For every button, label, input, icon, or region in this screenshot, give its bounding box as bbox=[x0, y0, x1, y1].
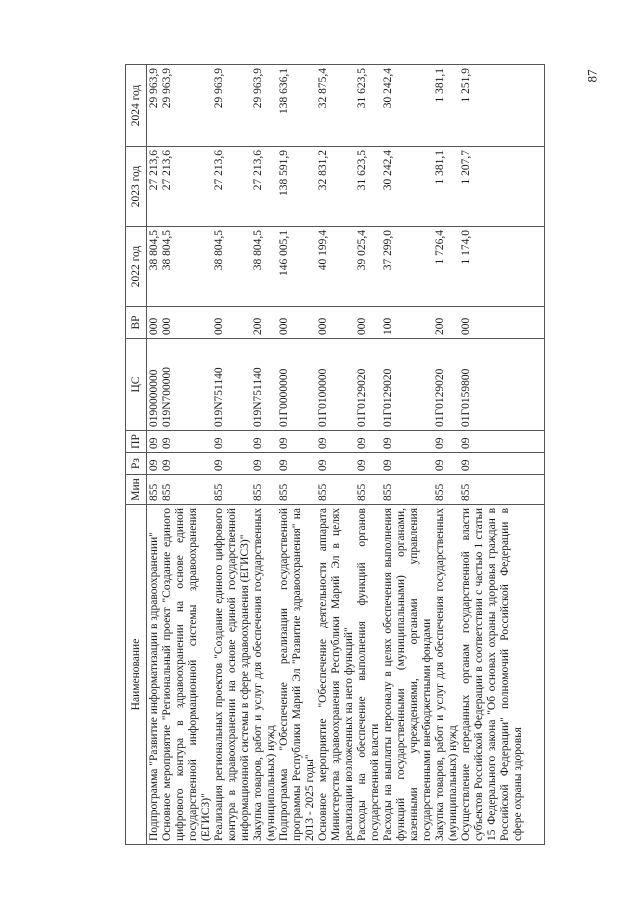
table-cell-name: Осуществление переданных органам государственной власти субъектов Российской Федерации в соответствии с частью 1 статьи 15 Федерального закона "Об основах охраны здоровья граждан в Российской Федерации" полномочий Российской Федерации в сфере охраны здоровья bbox=[460, 508, 524, 841]
header-rz: Рз bbox=[126, 453, 147, 475]
table-cell-y2023: 1 207,7 bbox=[460, 150, 472, 185]
table-cell-min: 855 bbox=[382, 483, 394, 501]
table-cell-y2023: 138 591,9 bbox=[278, 150, 290, 196]
table-cell-y2024: 1 381,1 bbox=[434, 68, 446, 103]
table-cell-pr: 09 bbox=[434, 437, 446, 449]
table-cell-cs: 01Г0129020 bbox=[356, 368, 368, 427]
table-cell-rz: 09 bbox=[317, 459, 329, 471]
table-cell-vr: 000 bbox=[161, 317, 173, 335]
table-cell-pr: 09 bbox=[148, 437, 160, 449]
table-cell-y2022: 39 025,4 bbox=[356, 230, 368, 271]
table-cell-pr: 09 bbox=[356, 437, 368, 449]
table-cell-name: Основное мероприятие "Региональный проект "Создание единого цифрового контура в здравоохранении на основе единой государственной информационной системы здравоохранения (ЕГИСЗ)" bbox=[161, 508, 212, 841]
header-2024: 2024 год bbox=[126, 65, 147, 147]
table-cell-rz: 09 bbox=[434, 459, 446, 471]
table-cell-y2023: 27 213,6 bbox=[252, 150, 264, 191]
table-cell-vr: 100 bbox=[382, 317, 394, 335]
table-cell-min: 855 bbox=[317, 483, 329, 501]
table-cell-rz: 09 bbox=[278, 459, 290, 471]
table-cell-name: Закупка товаров, работ и услуг для обеспечения государственных (муниципальных) нужд bbox=[434, 508, 459, 841]
table-cell-min: 855 bbox=[148, 483, 160, 501]
page-number: 87 bbox=[584, 69, 600, 83]
table-header-row bbox=[126, 65, 147, 845]
table-cell-name: Реализация региональных проектов "Создание единого цифрового контура в здравоохранении на основе единой государственной информационной системы в сфере здравоохранения (ЕГИСЗ)" bbox=[213, 508, 251, 841]
table-cell-cs: 019N751140 bbox=[252, 367, 264, 427]
table-cell-pr: 09 bbox=[213, 437, 225, 449]
table-cell-min: 855 bbox=[278, 483, 290, 501]
table-cell-y2022: 1 174,0 bbox=[460, 230, 472, 265]
table-cell-pr: 09 bbox=[460, 437, 472, 449]
table-body-row bbox=[147, 65, 545, 845]
col-2022 bbox=[147, 227, 545, 307]
table-cell-cs: 01Г0000000 bbox=[278, 368, 290, 427]
table-cell-y2024: 30 242,4 bbox=[382, 68, 394, 109]
table-cell-vr: 000 bbox=[213, 317, 225, 335]
table-cell-min: 855 bbox=[460, 483, 472, 501]
table-cell-cs: 01Г0129020 bbox=[434, 368, 446, 427]
table-cell-rz: 09 bbox=[382, 459, 394, 471]
table-cell-vr: 000 bbox=[148, 317, 160, 335]
table-cell-y2023: 30 242,4 bbox=[382, 150, 394, 191]
header-min: Мин bbox=[126, 475, 147, 505]
table-cell-rz: 09 bbox=[356, 459, 368, 471]
rotated-table-container bbox=[125, 65, 555, 845]
table-cell-y2023: 1 381,1 bbox=[434, 150, 446, 185]
table-cell-y2022: 40 199,4 bbox=[317, 230, 329, 271]
table-cell-rz: 09 bbox=[161, 459, 173, 471]
col-vr bbox=[147, 307, 545, 339]
col-rz bbox=[147, 453, 545, 475]
table-cell-y2022: 38 804,5 bbox=[148, 230, 160, 271]
table-cell-name: Подпрограмма "Обеспечение реализации государственной программы Республики Марий Эл "Развитие здравоохранения" на 2013 - 2025 годы" bbox=[278, 508, 316, 841]
col-2023 bbox=[147, 147, 545, 227]
table-cell-cs: 01Г0100000 bbox=[317, 368, 329, 427]
table-cell-y2024: 1 251,9 bbox=[460, 68, 472, 103]
table-cell-y2024: 32 875,4 bbox=[317, 68, 329, 109]
table-cell-name: Расходы на обеспечение выполнения функций органов государственной власти bbox=[356, 508, 381, 841]
table-cell-y2023: 27 213,6 bbox=[161, 150, 173, 191]
table-cell-y2022: 146 005,1 bbox=[278, 230, 290, 276]
col-min bbox=[147, 475, 545, 505]
table-cell-y2022: 1 726,4 bbox=[434, 230, 446, 265]
table-cell-pr: 09 bbox=[317, 437, 329, 449]
table-cell-min: 855 bbox=[434, 483, 446, 501]
table-cell-name: Закупка товаров, работ и услуг для обеспечения государственных (муниципальных) нужд bbox=[252, 508, 277, 841]
table-cell-y2022: 37 299,0 bbox=[382, 230, 394, 271]
table-cell-vr: 000 bbox=[317, 317, 329, 335]
header-name: Наименование bbox=[126, 505, 147, 845]
table-cell-name: Подпрограмма "Развитие информатизации в здравоохранении" bbox=[148, 532, 160, 841]
table-cell-y2022: 38 804,5 bbox=[252, 230, 264, 271]
header-pr: ПР bbox=[126, 431, 147, 453]
table-cell-min: 855 bbox=[161, 483, 173, 501]
table-cell-y2024: 29 963,9 bbox=[148, 68, 160, 109]
table-cell-vr: 200 bbox=[252, 317, 264, 335]
col-name bbox=[147, 505, 545, 845]
table-cell-min: 855 bbox=[213, 483, 225, 501]
table-cell-y2022: 38 804,5 bbox=[161, 230, 173, 271]
table-cell-y2023: 32 831,2 bbox=[317, 150, 329, 191]
table-cell-vr: 000 bbox=[460, 317, 472, 335]
table-cell-y2024: 29 963,9 bbox=[252, 68, 264, 109]
table-cell-y2023: 27 213,6 bbox=[148, 150, 160, 191]
table-cell-cs: 019N751140 bbox=[213, 367, 225, 427]
header-vr: ВР bbox=[126, 307, 147, 339]
table-cell-rz: 09 bbox=[252, 459, 264, 471]
table-cell-cs: 0190000000 bbox=[148, 369, 160, 427]
header-2022: 2022 год bbox=[126, 227, 147, 307]
table-cell-rz: 09 bbox=[148, 459, 160, 471]
table-cell-min: 855 bbox=[356, 483, 368, 501]
table-cell-pr: 09 bbox=[252, 437, 264, 449]
table-cell-y2023: 27 213,6 bbox=[213, 150, 225, 191]
table-cell-y2024: 29 963,9 bbox=[213, 68, 225, 109]
table-cell-vr: 000 bbox=[356, 317, 368, 335]
table-cell-y2023: 31 623,5 bbox=[356, 150, 368, 191]
header-cs: ЦС bbox=[126, 339, 147, 431]
col-2024 bbox=[147, 65, 545, 147]
table-cell-rz: 09 bbox=[213, 459, 225, 471]
table-cell-vr: 200 bbox=[434, 317, 446, 335]
table-cell-y2024: 31 623,5 bbox=[356, 68, 368, 109]
table-cell-y2022: 38 804,5 bbox=[213, 230, 225, 271]
table-cell-name: Основное мероприятие "Обеспечение деятельности аппарата Министерства здравоохранения Республики Марий Эл в целях реализации возложенных на него функций" bbox=[317, 508, 355, 841]
table-cell-min: 855 bbox=[252, 483, 264, 501]
table-cell-pr: 09 bbox=[161, 437, 173, 449]
table-cell-y2024: 29 963,9 bbox=[161, 68, 173, 109]
table-cell-name: Расходы на выплаты персоналу в целях обеспечения выполнения функций государственными (муниципальными) органами, казенными учреждениями, органами управления государственными внебюджетными фондами bbox=[382, 508, 433, 841]
budget-table bbox=[125, 64, 545, 845]
col-pr bbox=[147, 431, 545, 453]
table-cell-cs: 01Г0129020 bbox=[382, 368, 394, 427]
table-cell-pr: 09 bbox=[278, 437, 290, 449]
header-2023: 2023 год bbox=[126, 147, 147, 227]
table-cell-rz: 09 bbox=[460, 459, 472, 471]
table-cell-cs: 01Г0159800 bbox=[460, 368, 472, 427]
table-cell-pr: 09 bbox=[382, 437, 394, 449]
table-cell-y2024: 138 636,1 bbox=[278, 68, 290, 114]
col-cs bbox=[147, 339, 545, 431]
table-cell-vr: 000 bbox=[278, 317, 290, 335]
table-cell-cs: 019N700000 bbox=[161, 366, 173, 427]
